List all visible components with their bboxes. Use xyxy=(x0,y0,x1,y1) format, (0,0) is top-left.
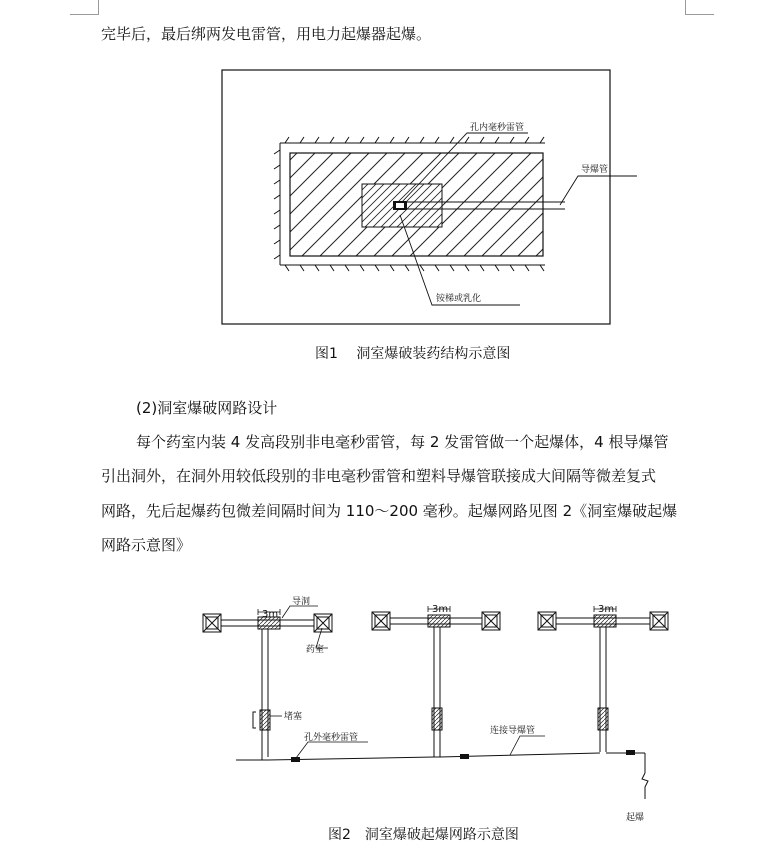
paragraph-line-4: 网路示意图》 xyxy=(101,536,192,554)
fig2-label-outer-detonator: 孔外毫秒雷管 xyxy=(304,733,359,743)
page-corner-mark-left xyxy=(70,0,99,15)
fig2-outer-detonator-3 xyxy=(626,750,635,755)
fig2-label-initiate: 起爆 xyxy=(626,813,645,823)
paragraph-line-1: 每个药室内装 4 发高段别非电毫秒雷管，每 2 发雷管做一个起爆体，4 根导爆管 xyxy=(136,433,669,451)
page-corner-mark-right xyxy=(685,0,714,15)
fig1-label-tube: 导爆管 xyxy=(581,165,609,175)
fig2-dim-2: 3m xyxy=(432,604,449,615)
figure-2-diagram xyxy=(0,590,779,830)
fig2-label-tunnel: 导洞 xyxy=(292,597,311,607)
paragraph-line-3: 网路，先后起爆药包微差间隔时间为 110～200 毫秒。起爆网路见图 2《洞室爆破起爆 xyxy=(101,502,678,520)
figure-1-caption: 图1 洞室爆破装药结构示意图 xyxy=(315,346,511,362)
paragraph-line-2: 引出洞外，在洞外用较低段别的非电毫秒雷管和塑料导爆管联接成大间隔等微差复式 xyxy=(101,467,657,485)
fig2-label-connect-tube: 连接导爆管 xyxy=(490,726,536,736)
section-heading: (2)洞室爆破网路设计 xyxy=(136,399,278,417)
fig2-label-chamber: 药室 xyxy=(306,645,325,655)
fig1-label-explosive: 铵梯或乳化 xyxy=(436,294,482,304)
fig2-dim-3: 3m xyxy=(598,604,615,615)
fig2-outer-detonator-1 xyxy=(291,757,300,762)
fig2-unit-3 xyxy=(538,612,668,752)
fig1-label-detonator: 孔内毫秒雷管 xyxy=(470,123,525,133)
fig1-leader-tube xyxy=(560,176,637,205)
fig2-unit-2 xyxy=(372,612,500,757)
fig2-dim-1: 3m xyxy=(262,609,279,620)
text-line-1: 完毕后，最后绑两发电雷管，用电力起爆器起爆。 xyxy=(101,25,432,43)
figure-2-caption: 图2 洞室爆破起爆网路示意图 xyxy=(328,827,519,843)
fig2-outer-detonator-2 xyxy=(460,754,469,759)
fig2-label-plug: 堵塞 xyxy=(284,712,303,722)
